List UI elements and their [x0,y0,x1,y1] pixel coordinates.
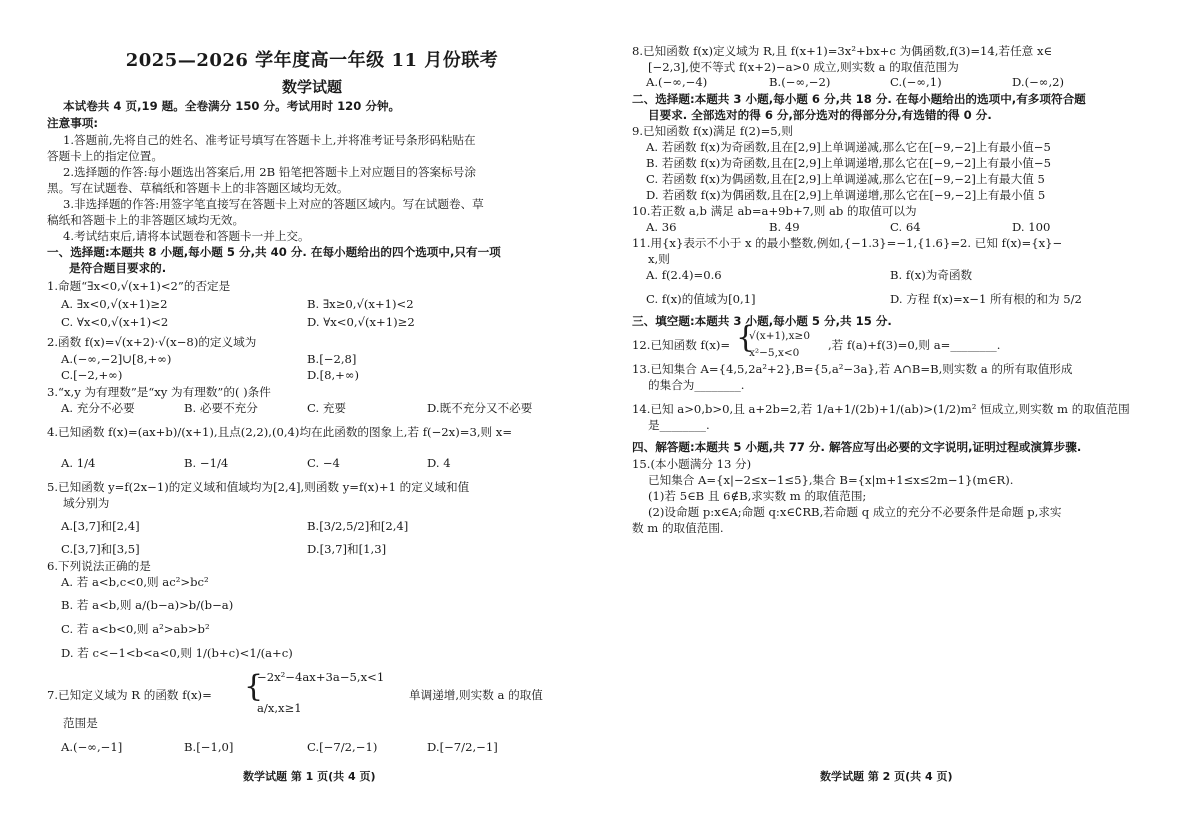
q2-option-a: A.(−∞,−2]∪[8,+∞) [61,352,172,366]
question-14-stem-cont: 是________. [648,418,710,432]
q11-option-a: A. f(2.4)=0.6 [646,268,722,282]
section-2-heading: 二、选择题:本题共 3 小题,每小题 6 分,共 18 分. 在每小题给出的选项中,有多项符合题 [632,92,1086,106]
piecewise-brace: { [244,669,264,704]
question-15-line: 数 m 的取值范围. [632,521,724,535]
q5-option-a: A.[3,7]和[2,4] [61,519,140,533]
q7-option-c: C.[−7/2,−1) [307,740,378,754]
q6-option-c: C. 若 a<b<0,则 a²>ab>b² [61,622,210,636]
question-7-stem-cont2: 范围是 [63,716,98,730]
exam-subtitle: 数学试题 [281,78,342,96]
question-11-stem: 11.用{x}表示不小于 x 的最小整数,例如,{−1.3}=−1,{1.6}=2. 已知 f(x)={x}− [632,236,1063,250]
page-2-footer: 数学试题 第 2 页(共 4 页) [820,770,953,783]
q8-option-b: B.(−∞,−2) [769,75,831,89]
question-8-stem: 8.已知函数 f(x)定义域为 R,且 f(x+1)=3x²+bx+c 为偶函数,f(3)=14,若任意 x∈ [632,44,1053,58]
question-15-heading: 15.(本小题满分 13 分) [632,457,752,471]
question-9-stem: 9.已知函数 f(x)满足 f(2)=5,则 [632,124,793,138]
q11-option-d: D. 方程 f(x)=x−1 所有根的和为 5/2 [890,292,1082,306]
q5-option-c: C.[3,7]和[3,5] [61,542,140,556]
q3-option-b: B. 必要不充分 [184,401,258,415]
question-10-stem: 10.若正数 a,b 满足 ab=a+9b+7,则 ab 的取值可以为 [632,204,917,218]
q8-option-a: A.(−∞,−4) [646,75,708,89]
section-4-heading: 四、解答题:本题共 5 小题,共 77 分. 解答应写出必要的文字说明,证明过程或演算步骤. [632,440,1082,454]
question-15-line: (2)设命题 p:x∈A;命题 q:x∈∁RB,若命题 q 成立的充分不必要条件是命题 p,求实 [648,505,1062,519]
question-6-stem: 6.下列说法正确的是 [47,559,151,573]
q8-option-c: C.(−∞,1) [890,75,942,89]
q7-option-a: A.(−∞,−1] [61,740,123,754]
notice-line: 黑。写在试题卷、草稿纸和答题卡上的非答题区域均无效。 [47,181,349,195]
question-12-stem-cont: ,若 f(a)+f(3)=0,则 a=________. [828,338,1001,352]
q1-option-a: A. ∃x<0,√(x+1)≥2 [61,297,168,311]
q7-option-d: D.[−7/2,−1] [427,740,498,754]
section-1-heading: 一、选择题:本题共 8 小题,每小题 5 分,共 40 分. 在每小题给出的四个选项中,只有一项 [47,245,501,259]
question-5-stem-cont: 域分别为 [63,496,110,510]
q9-option-c: C. 若函数 f(x)为偶函数,且在[2,9]上单调递减,那么它在[−9,−2]上有最大值 5 [646,172,1045,186]
question-5-stem: 5.已知函数 y=f(2x−1)的定义域和值域均为[2,4],则函数 y=f(x)+1 的定义域和值 [47,480,470,494]
question-8-stem-cont: [−2,3],使不等式 f(x+2)−a>0 成立,则实数 a 的取值范围为 [648,60,959,74]
q6-option-d: D. 若 c<−1<b<a<0,则 1/(b+c)<1/(a+c) [61,646,293,660]
notice-heading: 注意事项: [47,116,99,130]
question-14-stem: 14.已知 a>0,b>0,且 a+2b=2,若 1/a+1/(2b)+1/(ab)>(1/2)m² 恒成立,则实数 m 的取值范围 [632,402,1130,416]
q9-option-b: B. 若函数 f(x)为奇函数,且在[2,9]上单调递增,那么它在[−9,−2]上有最小值−5 [646,156,1051,170]
q1-option-d: D. ∀x<0,√(x+1)≥2 [307,315,415,329]
q5-option-b: B.[3/2,5/2]和[2,4] [307,519,409,533]
question-7-stem-cont: 单调递增,则实数 a 的取值 [409,688,543,702]
section-2-heading-cont: 目要求. 全部选对的得 6 分,部分选对的得部分分,有选错的得 0 分. [648,108,992,122]
question-12-stem: 12.已知函数 f(x)= [632,338,731,352]
q1-option-b: B. ∃x≥0,√(x+1)<2 [307,297,414,311]
q4-option-c: C. −4 [307,456,340,470]
q12-case-1: √(x+1),x≥0 [749,330,811,342]
q7-case-2: a/x,x≥1 [257,701,302,715]
piecewise-brace: { [736,320,756,355]
section-3-heading: 三、填空题:本题共 3 小题,每小题 5 分,共 15 分. [632,314,892,328]
section-1-heading-cont: 是符合题目要求的. [69,261,167,275]
q12-case-2: x²−5,x<0 [749,347,800,359]
q11-option-b: B. f(x)为奇函数 [890,268,973,282]
q9-option-a: A. 若函数 f(x)为奇函数,且在[2,9]上单调递减,那么它在[−9,−2]上有最小值−5 [646,140,1051,154]
q7-case-1: −2x²−4ax+3a−5,x<1 [257,670,385,684]
exam-intro: 本试卷共 4 页,19 题。全卷满分 150 分。考试用时 120 分钟。 [63,99,401,113]
q3-option-a: A. 充分不必要 [61,401,135,415]
question-13-stem-cont: 的集合为________. [648,378,745,392]
q11-option-c: C. f(x)的值域为[0,1] [646,292,756,306]
q8-option-d: D.(−∞,2) [1012,75,1065,89]
question-4-stem: 4.已知函数 f(x)=(ax+b)/(x+1),且点(2,2),(0,4)均在此函数的图象上,若 f(−2x)=3,则 x= [47,425,513,439]
q10-option-a: A. 36 [646,220,677,234]
q2-option-d: D.[8,+∞) [307,368,360,382]
notice-line: 3.非选择题的作答:用签字笔直接写在答题卡上对应的答题区域内。写在试题卷、草 [63,197,484,211]
notice-line: 4.考试结束后,请将本试题卷和答题卡一并上交。 [63,229,310,243]
q4-option-d: D. 4 [427,456,451,470]
q10-option-d: D. 100 [1012,220,1051,234]
q10-option-c: C. 64 [890,220,921,234]
notice-line: 稿纸和答题卡上的非答题区域均无效。 [47,213,245,227]
question-15-line: 已知集合 A={x|−2≤x−1≤5},集合 B={x|m+1≤x≤2m−1}(m∈R). [648,473,1014,487]
q2-option-c: C.[−2,+∞) [61,368,123,382]
q2-option-b: B.[−2,8] [307,352,357,366]
q9-option-d: D. 若函数 f(x)为偶函数,且在[2,9]上单调递增,那么它在[−9,−2]上有最小值 5 [646,188,1046,202]
q3-option-c: C. 充要 [307,401,347,415]
q4-option-a: A. 1/4 [61,456,96,470]
question-11-stem-cont: x,则 [648,252,670,266]
question-15-line: (1)若 5∈B 且 6∉B,求实数 m 的取值范围; [648,489,867,503]
q10-option-b: B. 49 [769,220,800,234]
exam-title: 2025—2026 学年度高一年级 11 月份联考 [125,50,499,71]
page-1-footer: 数学试题 第 1 页(共 4 页) [243,770,376,783]
question-7-stem: 7.已知定义域为 R 的函数 f(x)= [47,688,212,702]
question-13-stem: 13.已知集合 A={4,5,2a²+2},B={5,a²−3a},若 A∩B=B,则实数 a 的所有取值形成 [632,362,1073,376]
notice-line: 答题卡上的指定位置。 [47,149,163,163]
q6-option-a: A. 若 a<b,c<0,则 ac²>bc² [61,575,209,589]
q6-option-b: B. 若 a<b,则 a/(b−a)>b/(b−a) [61,598,234,612]
notice-line: 1.答题前,先将自己的姓名、准考证号填写在答题卡上,并将准考证号条形码粘贴在 [63,133,476,147]
q7-option-b: B.[−1,0] [184,740,234,754]
question-1-stem: 1.命题“∃x<0,√(x+1)<2”的否定是 [47,279,231,293]
q5-option-d: D.[3,7]和[1,3] [307,542,387,556]
q3-option-d: D.既不充分又不必要 [427,401,533,415]
q4-option-b: B. −1/4 [184,456,229,470]
notice-line: 2.选择题的作答:每小题选出答案后,用 2B 铅笔把答题卡上对应题目的答案标号涂 [63,165,476,179]
question-2-stem: 2.函数 f(x)=√(x+2)·√(x−8)的定义域为 [47,335,257,349]
question-3-stem: 3.“x,y 为有理数”是“xy 为有理数”的( )条件 [47,385,271,399]
q1-option-c: C. ∀x<0,√(x+1)<2 [61,315,169,329]
